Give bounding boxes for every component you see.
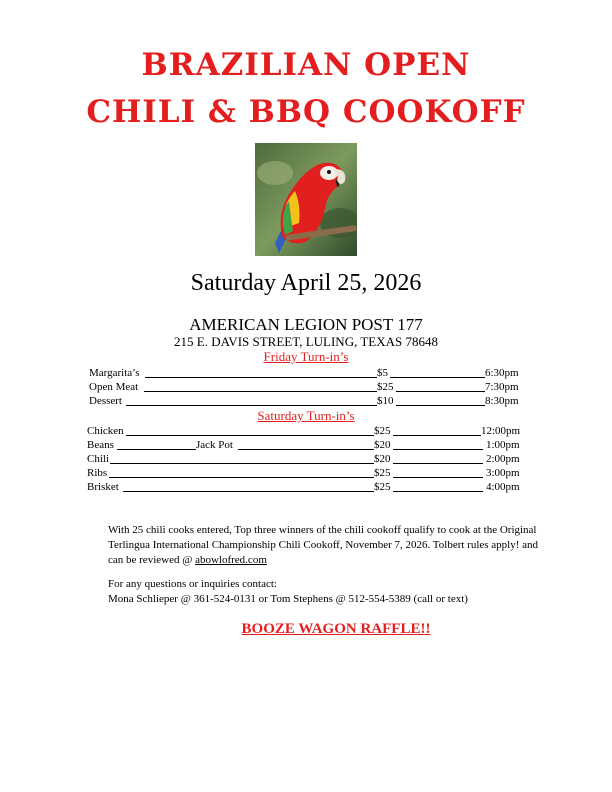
item-fee: $25 — [374, 467, 391, 479]
contact-line: Mona Schlieper @ 361-524-0131 or Tom Stephens @ 512-554-5389 (call or text) — [108, 593, 468, 605]
list-item — [0, 380, 612, 395]
leader-line — [396, 405, 485, 406]
title-line-1: BRAZILIAN OPEN — [141, 47, 471, 83]
item-fee: $25 — [377, 381, 394, 393]
leader-line — [144, 391, 377, 392]
item-extra: Jack Pot — [196, 439, 233, 451]
leader-line — [126, 405, 377, 406]
leader-line — [238, 449, 374, 450]
leader-line — [145, 377, 377, 378]
item-name: Ribs — [87, 467, 108, 479]
item-time: 8:30pm — [485, 395, 519, 407]
raffle-banner — [0, 620, 612, 638]
item-name: Beans — [87, 439, 114, 451]
raffle-text: BOOZE WAGON RAFFLE!! — [241, 621, 431, 637]
leader-line — [123, 491, 374, 492]
leader-line — [393, 463, 483, 464]
leader-line — [126, 435, 374, 436]
leader-line — [110, 463, 374, 464]
item-time: 7:30pm — [485, 381, 519, 393]
item-name: Dessert — [89, 395, 122, 407]
list-item — [0, 366, 612, 381]
title-line-2: CHILI & BBQ COOKOFF — [86, 94, 526, 130]
rules-link[interactable]: abowlofred.com — [195, 554, 267, 566]
list-item — [0, 452, 612, 467]
item-fee: $25 — [374, 425, 391, 437]
leader-line — [390, 377, 485, 378]
leader-line — [117, 449, 196, 450]
item-time: 4:00pm — [486, 481, 520, 493]
item-name: Brisket — [87, 481, 119, 493]
event-date: Saturday April 25, 2026 — [190, 270, 422, 296]
list-item — [0, 394, 612, 409]
leader-line — [393, 449, 483, 450]
venue-name: AMERICAN LEGION POST 177 — [189, 315, 423, 334]
saturday-turnins-heading: Saturday Turn-in’s — [257, 408, 355, 423]
friday-turnins-heading: Friday Turn-in’s — [263, 349, 349, 364]
item-time: 3:00pm — [486, 467, 520, 479]
item-fee: $20 — [374, 453, 391, 465]
qualification-text: With 25 chili cooks entered, Top three winners of the chili cookoff qualify to cook at the Original Terlingua International Championship Chili Cookoff, November 7, 2026. Tolbert rules apply! and can be reviewed @ — [108, 524, 539, 566]
leader-line — [393, 491, 483, 492]
list-item — [0, 438, 612, 453]
item-time: 6:30pm — [485, 367, 519, 379]
item-name: Open Meat — [89, 381, 139, 393]
contact-intro: For any questions or inquiries contact: — [108, 578, 277, 590]
contact-block — [108, 577, 548, 607]
qualification-paragraph — [108, 523, 548, 568]
venue-address: 215 E. DAVIS STREET, LULING, TEXAS 78648 — [174, 334, 438, 349]
list-item — [0, 424, 612, 439]
leader-line — [393, 435, 481, 436]
item-fee: $5 — [377, 367, 388, 379]
item-name: Chicken — [87, 425, 124, 437]
list-item — [0, 466, 612, 481]
parrot-photo — [255, 143, 357, 256]
leader-line — [396, 391, 485, 392]
item-name: Margarita’s — [89, 367, 140, 379]
item-fee: $10 — [377, 395, 394, 407]
list-item — [0, 480, 612, 495]
leader-line — [109, 477, 374, 478]
item-fee: $20 — [374, 439, 391, 451]
item-time: 12:00pm — [481, 425, 521, 437]
item-name: Chili — [87, 453, 110, 465]
item-fee: $25 — [374, 481, 391, 493]
item-time: 1:00pm — [486, 439, 520, 451]
leader-line — [393, 477, 483, 478]
item-time: 2:00pm — [486, 453, 520, 465]
